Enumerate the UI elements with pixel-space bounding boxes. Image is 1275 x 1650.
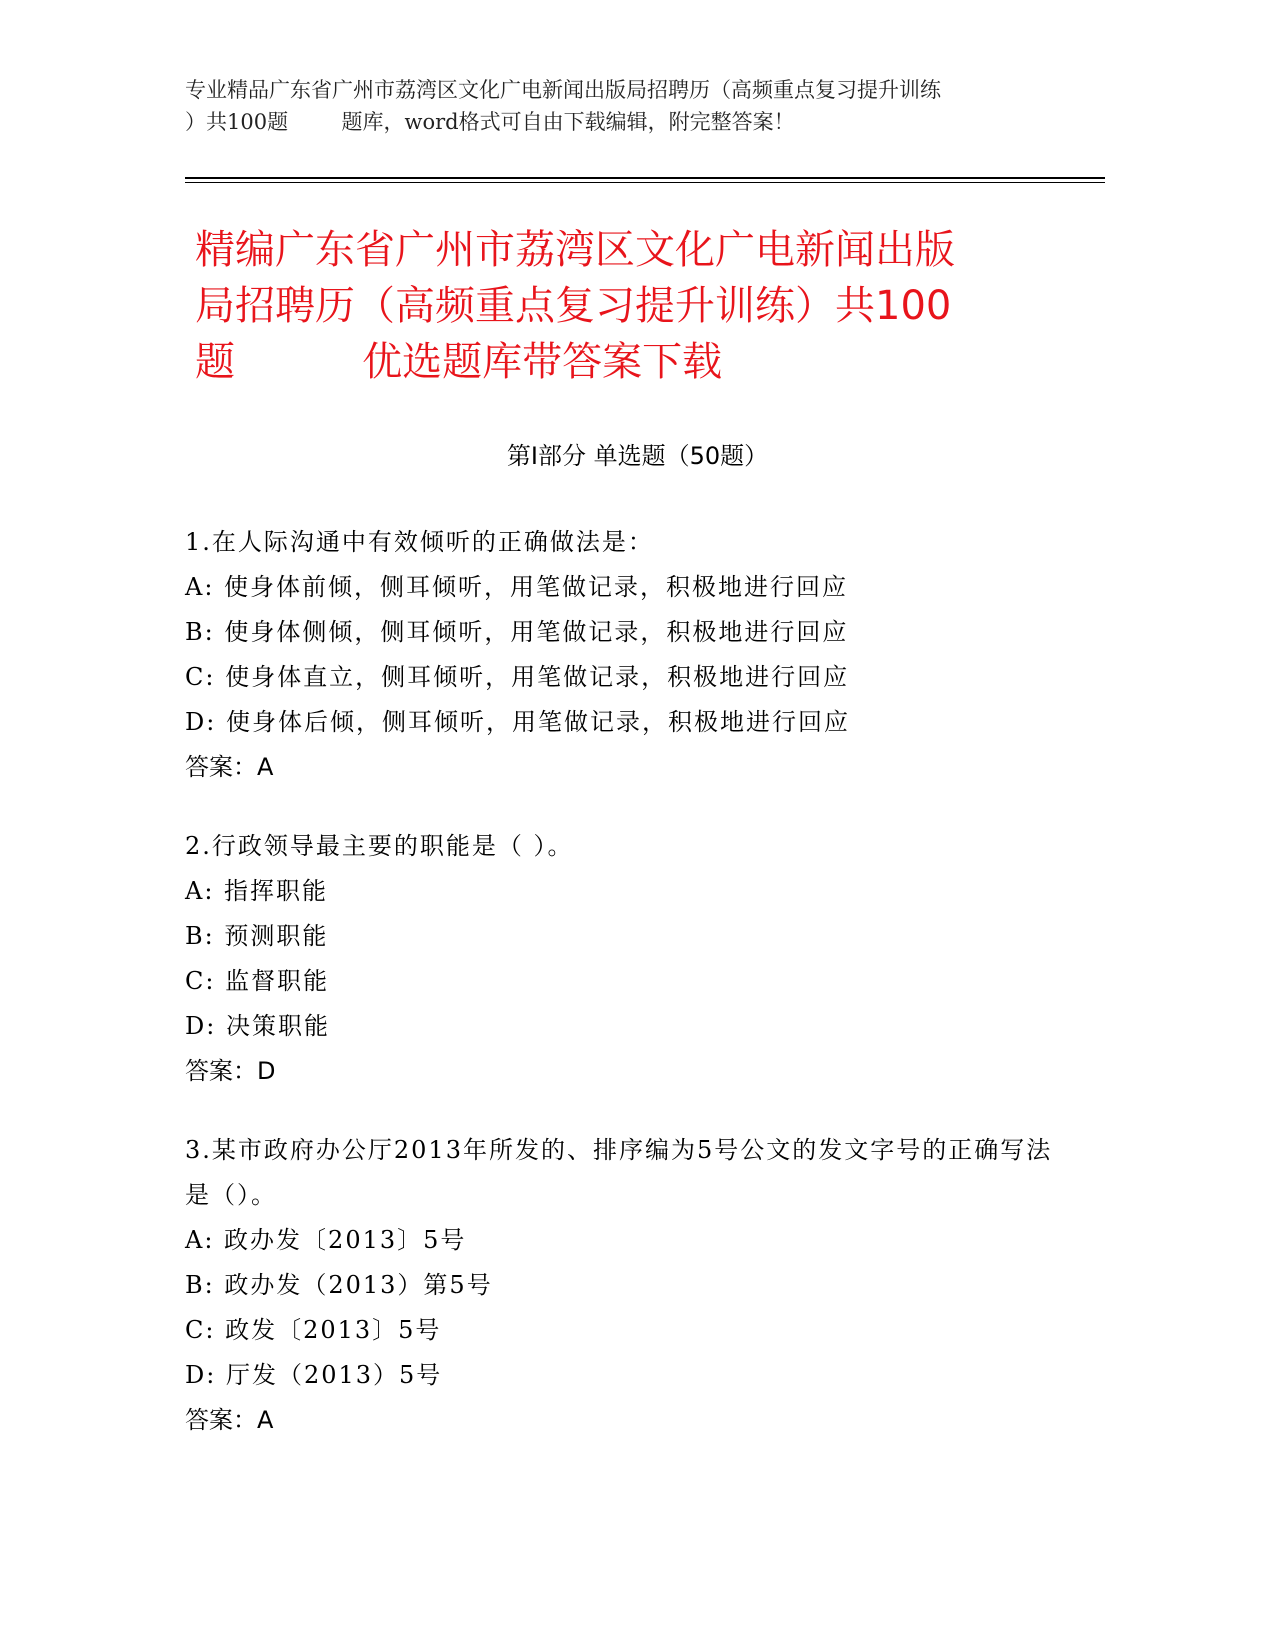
option-a: A: 政办发〔2013〕5号 <box>185 1226 467 1254</box>
answer: 答案：A <box>185 753 274 781</box>
header-note <box>185 74 1085 138</box>
question-3 <box>185 1128 1065 1443</box>
header-note-line-1: 专业精品广东省广州市荔湾区文化广电新闻出版局招聘历（高频重点复习提升训练 <box>185 78 941 102</box>
option-b: B: 预测职能 <box>185 922 329 950</box>
answer: 答案：A <box>185 1406 274 1434</box>
question-list <box>185 520 1065 1477</box>
question-stem: 3.某市政府办公厅2013年所发的、排序编为5号公文的发文字号的正确写法是（）。 <box>185 1136 1053 1209</box>
answer: 答案：D <box>185 1057 276 1085</box>
section-heading: 第Ⅰ部分 单选题（50题） <box>506 442 769 470</box>
option-c: C: 使身体直立，侧耳倾听，用笔做记录，积极地进行回应 <box>185 663 850 691</box>
document-title-line-3: 题 优选题库带答案下载 <box>195 339 723 385</box>
document-title-line-1: 精编广东省广州市荔湾区文化广电新闻出版 <box>195 227 955 273</box>
header-divider-thick <box>185 177 1105 179</box>
question-stem: 2.行政领导最主要的职能是（ ）。 <box>185 832 574 860</box>
document-title <box>195 222 1075 390</box>
option-b: B: 使身体侧倾，侧耳倾听，用笔做记录，积极地进行回应 <box>185 618 849 646</box>
question-1 <box>185 520 1065 790</box>
option-d: D: 厅发（2013）5号 <box>185 1361 443 1389</box>
option-c: C: 监督职能 <box>185 967 330 995</box>
option-d: D: 使身体后倾，侧耳倾听，用笔做记录，积极地进行回应 <box>185 708 850 736</box>
option-a: A: 指挥职能 <box>185 877 329 905</box>
question-stem: 1.在人际沟通中有效倾听的正确做法是： <box>185 528 654 556</box>
document-title-line-2: 局招聘历（高频重点复习提升训练）共100 <box>195 283 952 329</box>
option-d: D: 决策职能 <box>185 1012 330 1040</box>
option-a: A: 使身体前倾，侧耳倾听，用笔做记录，积极地进行回应 <box>185 573 849 601</box>
option-c: C: 政发〔2013〕5号 <box>185 1316 442 1344</box>
option-b: B: 政办发（2013）第5号 <box>185 1271 493 1299</box>
header-note-line-2: ）共100题 题库，word格式可自由下载编辑，附完整答案！ <box>185 110 795 134</box>
question-2 <box>185 824 1065 1094</box>
header-divider-thin <box>185 182 1105 183</box>
